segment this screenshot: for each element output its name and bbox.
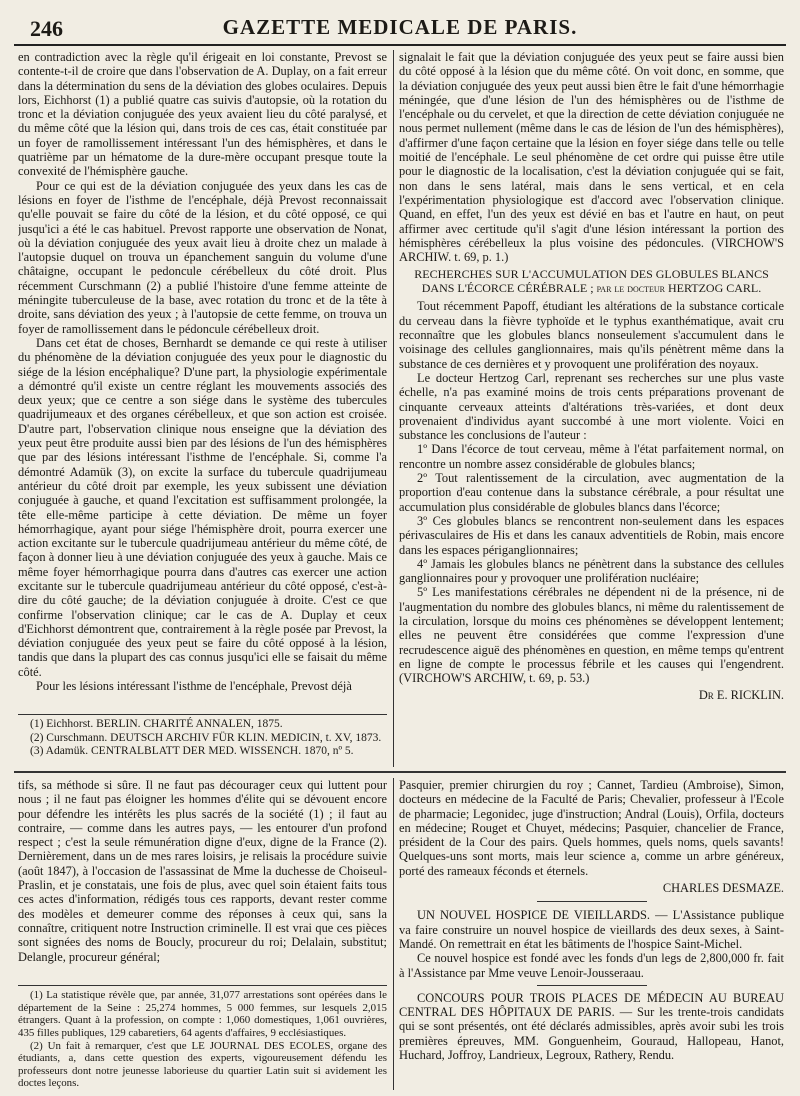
signature: CHARLES DESMAZE. bbox=[662, 881, 784, 896]
page-header bbox=[14, 10, 786, 46]
column-divider bbox=[393, 778, 394, 1090]
paragraph: tifs, sa méthode si sûre. Il ne faut pas décourager ceux qui luttent pour nous ; il ne faut pas éloigner les hommes d'élite qui se dévouent encore pour défendre les intérêts les plus sacrés de la société (1) ; il faut au contraire, — comme dans les autres pays, — les entourer d'un profond respect ; c'est la seule rémunération digne d'eux, digne de la France (2). Dernièrement, dans un de mes rares loisirs, je relisais la procédure suivie (août 1847), à l'occasion de l'assassinat de Mme la duchesse de Choiseul-Praslin, et je constatais, une fois de plus, avec quel soin étaient faits tous ces actes d'information, rédigés tous ces rapports, devant rester comme des modèles et demeurer comme des réponses à ceux qui, sans la connaître, critiquent notre Instruction criminelle. Il est vrai que ces pièces sont signées des noms de Boucly, procureur du roi; Delalain, substitut; Delangle, procureur général; bbox=[18, 778, 387, 964]
paragraph: 4º Jamais les globules blancs ne pénètrent dans la substance des cellules ganglionnaires pour y provoquer une prolifération nucléaire; bbox=[399, 556, 784, 586]
running-title: GAZETTE MEDICALE DE PARIS. bbox=[222, 15, 578, 39]
signature: Dr E. RICKLIN. bbox=[698, 688, 784, 703]
column-divider bbox=[393, 50, 394, 767]
lower-right-column bbox=[399, 778, 784, 1090]
section-divider bbox=[14, 771, 786, 773]
notice-hospice: UN NOUVEL HOSPICE DE VIEILLARDS. — L'Assistance publique va faire construire un nouvel hospice de vieillards des deux sexes, à Saint-Mandé. On remettrait en état les bâtiments de l'hospice Saint-Michel. bbox=[399, 908, 784, 951]
paragraph: Tout récemment Papoff, étudiant les altérations de la substance corticale du cerveau dans la fièvre typhoïde et le typhus exanthématique, avait cru reconnaître que les globules blancs nonseulement s'accumulent dans le voisinage des cellules ganglionnaires, mais qu'ils pénètrent même dans la substance de ces dernières et y provoquent une prolifération des noyaux. bbox=[399, 299, 784, 371]
paragraph: en contradiction avec la règle qu'il érigeait en loi constante, Prevost se contente-t-il de croire que dans l'observation de A. Duplay, on a fait erreur dans la détermination du sens de la déviation des globes oculaires. Depuis lors, Eichhorst (1) a publié quatre cas suivis d'autopsie, où la rotation du tronc et la déviation conjuguée des yeux avaient lieu du côté paralysé, et du même côté que la lésion qui, dans trois de ces cas, était constituée par un foyer de ramollissement intéressant l'un des hémisphères, et dans le quatrième par un hématome de la dure-mère occupant presque toute la convexité de l'hémisphère gauche. bbox=[18, 50, 387, 179]
paragraph: 1º Dans l'écorce de tout cerveau, même à l'état parfaitement normal, on rencontre un nombre assez considérable de globules blancs; bbox=[399, 442, 784, 471]
paragraph: Le docteur Hertzog Carl, reprenant ses recherches sur une plus vaste échelle, n'a pas examiné moins de trois cents préparations provenant de cinquante cerveaux atteints d'altérations très-variées, et dont deux provenaient d'individus ayant succombé à une mort violente. Voici en substance les conclusions de l'auteur : bbox=[399, 370, 784, 443]
section-heading: RECHERCHES SUR L'ACCUMULATION DES GLOBULES BLANCS DANS L'ÉCORCE CÉRÉBRALE ; par le docteur HERTZOG CARL. bbox=[414, 267, 769, 295]
short-rule bbox=[537, 901, 647, 902]
footnote: (1) La statistique révèle que, par année, 31,077 arrestations sont opérées dans le département de la Seine : 25,274 hommes, 5 000 femmes, sur lesquels 2,015 étrangers. Quant à la profession, on compte : 1,060 domestiques, 1,061 ouvrières, 435 filles publiques, 129 cabaretiers, 64 agents d'affaires, 9 ecclésiastiques. bbox=[18, 989, 387, 1039]
notice-concours: CONCOURS POUR TROIS PLACES DE MÉDECIN AU BUREAU CENTRAL DES HÔPITAUX DE PARIS. — Sur les trente-trois candidats qui se sont présentés, ont été déclarés admissibles, après avoir subi les trois premières épreuves, MM. Gonguenheim, Gouraud, Hallopeau, Hanot, Huchard, Joffroy, Landrieux, Legroux, Rathery, Rendu. bbox=[399, 990, 784, 1063]
footnote: (2) Un fait à remarquer, c'est que LE JOURNAL DES ECOLES, organe des étudiants, a, dans cette question des experts, vigoureusement défendu les professeurs dont notre jeunesse laborieuse du quartier Latin suit si avidement les doctes leçons. bbox=[18, 1039, 387, 1089]
paragraph: Dans cet état de choses, Bernhardt se demande ce qui reste à utiliser du phénomène de la déviation conjuguée des yeux pour le diagnostic du siége de la lésion encéphalique? D'une part, la physiologie expérimentale a démontré qu'il existe un centre réglant les mouvements associés des deux yeux; que ce centre a son siége dans le système des tubercules quadrijumeaux et des organes cérébelleux, et que son action est croisée. D'autre part, l'observation clinique nous enseigne que la déviation des yeux peut être produite aussi bien par des lésions de l'un des hémisphères que par des lésions intéressant l'isthme de l'encéphale. Si, comme l'a démontré Adamük (3), on excite la surface du tubercule quadrijumeau antérieur du côté droit par exemple, les yeux subissent une déviation conjuguée à gauche, et quand l'excitation est suffisamment prolongée, la tête elle-même participe à cette déviation. De même un foyer hémorrhagique, ayant pour siége l'hémisphère droit, pourra exercer une action excitante sur le tubercule quadrijumeau antérieur du même côté, de façon à donner lieu à une déviation conjuguée des yeux à gauche. Mais ce même foyer hémorrhagique pourra dans d'autres cas exercer une action excitante sur le tubercule quadrijumeau antérieur du côté opposé, c'est-à-dire du côté gauche; de la déviation conjuguée à droite. C'est ce que confirme l'observation clinique; car le cas de A. Duplay et ceux d'Eichhorst démontrent que, contrairement à la règle posée par Prevost, la déviation conjuguée des yeux peut se faire du côté opposé à la lésion, tandis que dans la plupart des cas connus jusqu'ici elle se faisait du même côté. bbox=[18, 335, 387, 679]
lower-left-footnotes bbox=[18, 989, 387, 1089]
footnote: (2) Curschmann. DEUTSCH ARCHIV FÜR KLIN. MEDICIN, t. XV, 1873. bbox=[30, 731, 382, 744]
paragraph: Pour les lésions intéressant l'isthme de l'encéphale, Prevost déjà bbox=[36, 679, 352, 694]
footnote: (3) Adamük. CENTRALBLATT DER MED. WISSENCH. 1870, nº 5. bbox=[30, 745, 354, 757]
footnote-separator bbox=[18, 985, 387, 986]
notice-legacy: Ce nouvel hospice est fondé avec les fonds d'un legs de 2,800,000 fr. fait à l'Assistance par Mme veuve Lenoir-Jousseraau. bbox=[399, 951, 784, 980]
paragraph: signalait le fait que la déviation conjuguée des yeux peut se faire aussi bien du côté opposé à la lésion que du même côté. On voit donc, en somme, que la déviation conjuguée des yeux peut aussi bien être le fait d'une hémorrhagie méningée, que d'une lésion de l'un des hémisphères ou de l'isthme de l'encéphale ou du cervelet, et que la direction de cette déviation conjuguée ne nous permet nullement (même dans le cas de lésion de l'un des hémisphères), d'affirmer d'une façon certaine que la lésion en foyer siége dans telle ou telle moitié de l'encéphale. Le seul phénomène de cet ordre qui puisse être utile pour le diagnostic de la localisation, c'est la déviation conjuguée qui se fait, non dans le sens latéral, mais dans le sens vertical, et en cela l'expérimentation physiologique est d'accord avec l'observation clinique. Quand, en effet, l'un des yeux est dévié en bas et l'autre en haut, on peut affirmer avec certitude qu'il s'agit d'une lésion intéressant la portion des hémisphères cérébelleux la plus voisine des pédoncules. (VIRCHOW'S ARCHIW. t. 69, p. 1.) bbox=[399, 50, 784, 265]
lower-left-column bbox=[18, 778, 387, 983]
paragraph: 3º Ces globules blancs se rencontrent non-seulement dans les espaces périvasculaires de His et dans les canaux adventitiels de Robin, mais encore dans les espaces périganglionnaires; bbox=[399, 513, 784, 557]
upper-left-footnotes bbox=[30, 718, 387, 759]
footnote: (1) Eichhorst. BERLIN. CHARITÉ ANNALEN, 1875. bbox=[30, 718, 283, 730]
footnote-separator bbox=[18, 714, 387, 715]
paragraph: Pour ce qui est de la déviation conjuguée des yeux dans les cas de lésions en foyer de l'isthme de l'encéphale, déjà Prevost reconnaissait qu'elle pouvait se faire du côté de la lésion, et du côté opposé, ce qui jusqu'ici a été le cas habituel. Prevost rapporte une observation de Nonat, où la déviation conjuguée des yeux avait lieu à droite chez un malade à l'autopsie duquel on trouva un épanchement sanguin du volume d'une châtaigne, occupant le pedoncule cérébelleux du côté droit. Plus récemment Curschmann (2) a publié l'histoire d'une femme atteinte de méningite tuberculeuse de la base, avec rotation du tronc et de la tête à droite, sans déviation des yeux ; à l'autopsie de cette femme, on trouva un foyer de ramollissement dans le pédoncule cérébelleux droit. bbox=[18, 178, 387, 336]
short-rule bbox=[537, 985, 647, 986]
paragraph: Pasquier, premier chirurgien du roy ; Cannet, Tardieu (Ambroise), Simon, docteurs en médecine de la Faculté de Paris; Chevalier, professeur à l'Ecole de pharmacie; Legonidec, juge d'instruction; Andral (Louis), Orfila, docteurs en médecine; Rouget et Chuyet, médecins; Pasquier, chancelier de France, président de la Cour des pairs. Quels hommes, quels noms, quels savants! Quelques-uns sont morts, mais leur science a, comme un arbre généreux, porté des rameaux féconds et éternels. bbox=[399, 778, 784, 878]
page-number: 246 bbox=[30, 16, 63, 41]
upper-left-column bbox=[18, 50, 387, 712]
paragraph: 2º Tout ralentissement de la circulation, avec augmentation de la proportion d'eau contenue dans la substance cérébrale, a pour résultat une accumulation plus considérable de globules blancs dans l'écorce; bbox=[399, 471, 784, 514]
paragraph: 5º Les manifestations cérébrales ne dépendent ni de la présence, ni de l'augmentation du nombre des globules blancs, ni même du ralentissement de la circulation, lorsque du moins ces phénomènes se développent lentement; elles ne peuvent être considérées que comme l'expression d'une recrudescence aiguë des phénomènes en question, en même temps qu'entrent en ligne de compte le processus fébrile et les causes qui l'engendrent. (VIRCHOW'S ARCHIW, t. 69, p. 53.) bbox=[399, 585, 784, 686]
upper-right-column bbox=[399, 50, 784, 767]
